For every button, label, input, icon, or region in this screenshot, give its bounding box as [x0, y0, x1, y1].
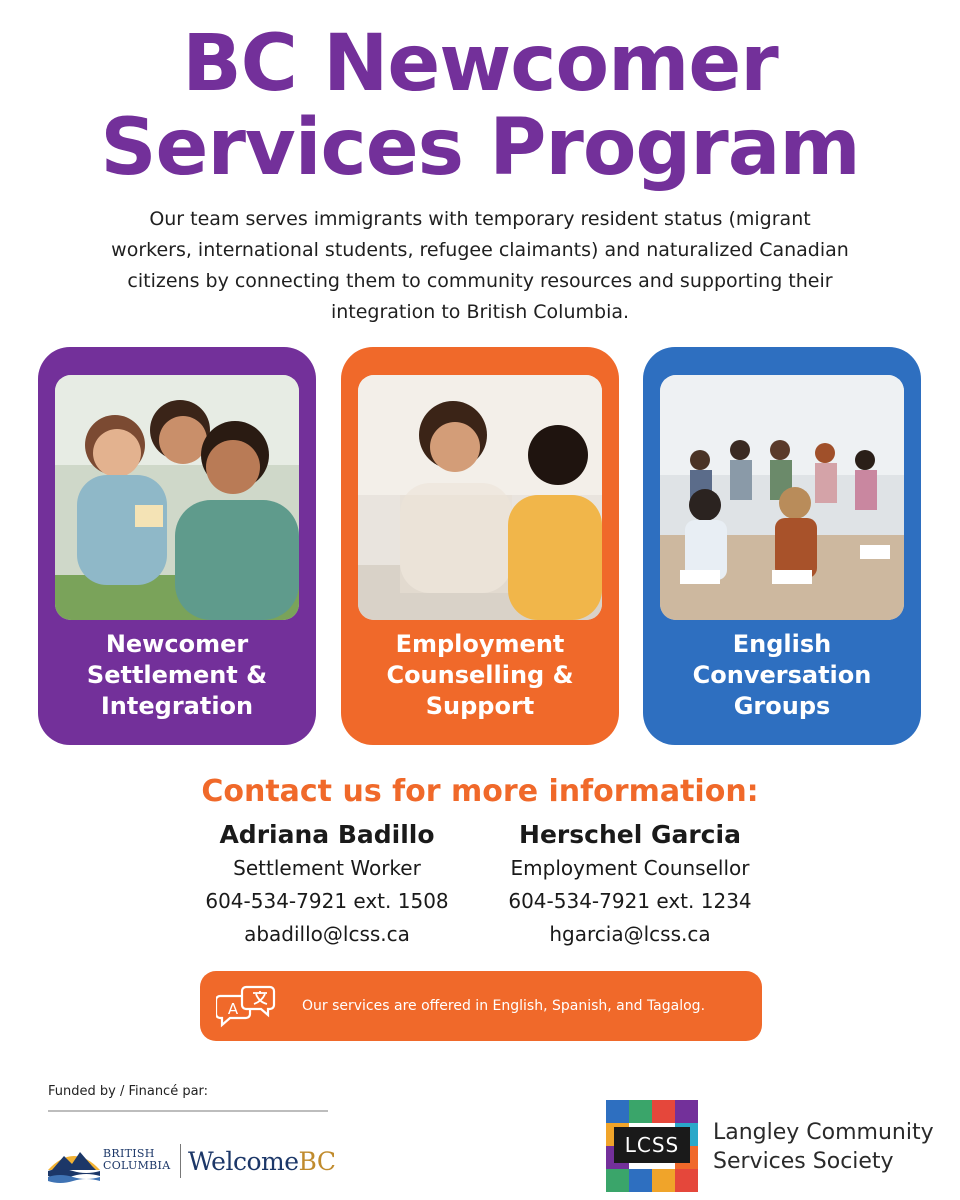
divider — [48, 1110, 328, 1112]
welcomebc-logo: WelcomeBC — [188, 1147, 336, 1176]
title-line-2: Services Program — [100, 103, 860, 193]
service-card-employment — [341, 347, 619, 745]
svg-text:A: A — [227, 1000, 239, 1018]
contact-heading: Contact us for more information: — [201, 774, 759, 809]
service-label: English Conversation Groups — [692, 630, 872, 720]
title-line-1: BC Newcomer — [182, 19, 778, 109]
contact-card-herschel — [470, 818, 790, 951]
contact-email[interactable]: abadillo@lcss.ca — [244, 922, 410, 946]
contact-phone[interactable]: 604-534-7921 ext. 1508 — [205, 889, 449, 913]
funded-by-label: Funded by / Financé par: — [48, 1084, 209, 1099]
service-card-english — [643, 347, 921, 745]
contact-role: Employment Counsellor — [510, 856, 750, 880]
intro-paragraph: Our team serves immigrants with temporary resident status (migrant workers, international students, refugee claimants) and naturalized Canadian citizens by connecting them to community resources and supporting their integration to British Columbia. — [111, 208, 849, 323]
contact-name: Herschel Garcia — [519, 820, 741, 849]
counselling-photo — [358, 375, 602, 620]
languages-banner — [200, 971, 762, 1041]
service-card-settlement — [38, 347, 316, 745]
family-photo — [55, 375, 299, 620]
logo-separator — [180, 1144, 181, 1178]
contact-role: Settlement Worker — [233, 856, 421, 880]
contact-card-adriana — [167, 818, 487, 951]
translate-icon — [216, 984, 278, 1030]
lcss-organization-name: Langley Community Services Society — [713, 1120, 934, 1174]
contact-email[interactable]: hgarcia@lcss.ca — [549, 922, 711, 946]
service-label: Newcomer Settlement & Integration — [86, 630, 268, 720]
british-columbia-wordmark: BRITISH COLUMBIA — [103, 1147, 171, 1172]
lcss-mark: LCSS — [614, 1127, 690, 1163]
group-photo — [660, 375, 904, 620]
service-label: Employment Counselling & Support — [386, 630, 574, 720]
contact-name: Adriana Badillo — [219, 820, 435, 849]
languages-text: Our services are offered in English, Spanish, and Tagalog. — [302, 998, 706, 1014]
page-title — [0, 19, 960, 193]
contact-phone[interactable]: 604-534-7921 ext. 1234 — [508, 889, 752, 913]
